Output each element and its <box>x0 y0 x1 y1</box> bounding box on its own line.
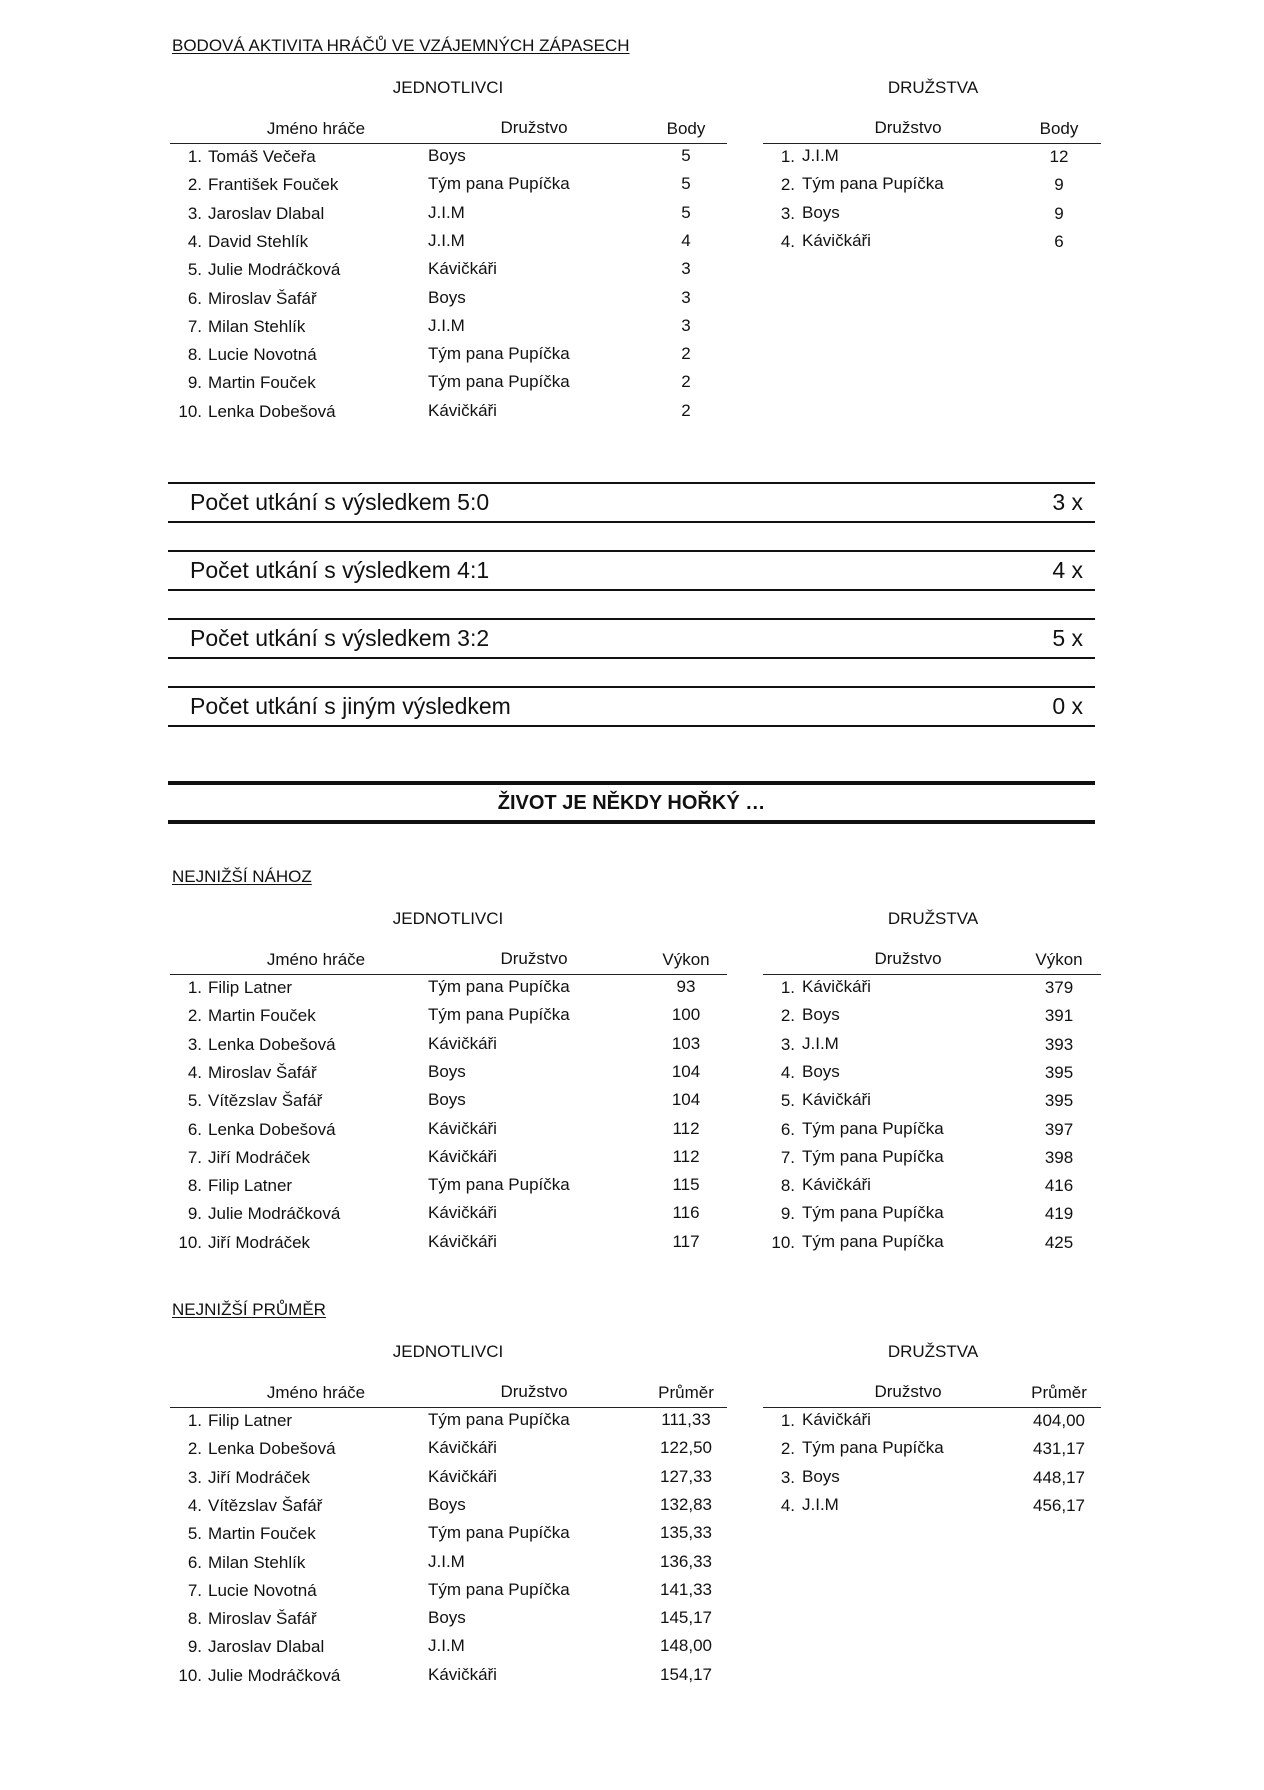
header-team: Družstvo <box>500 118 568 137</box>
team-name: J.I.M <box>428 203 465 222</box>
team-name: Kávičkáři <box>802 1090 871 1109</box>
result-count: 4 x <box>1052 557 1083 583</box>
player-name: Martin Fouček <box>208 1524 316 1543</box>
value: 4 <box>681 231 691 250</box>
value: 135,33 <box>660 1523 712 1542</box>
individuals-label: JEDNOTLIVCI <box>392 1342 504 1361</box>
player-name: Jaroslav Dlabal <box>208 204 325 223</box>
player-name: Martin Fouček <box>208 373 316 392</box>
team-name: J.I.M <box>428 1636 465 1655</box>
value: 398 <box>1044 1148 1074 1167</box>
rank: 5. <box>780 1091 795 1110</box>
team-name: Kávičkáři <box>428 1119 497 1138</box>
value: 448,17 <box>1033 1468 1085 1487</box>
team-name: Tým pana Pupíčka <box>802 174 944 193</box>
player-name: Martin Fouček <box>208 1006 316 1025</box>
team-name: Boys <box>428 146 466 165</box>
rank: 5. <box>187 260 202 279</box>
player-name: Jaroslav Dlabal <box>208 1637 325 1656</box>
rank: 4. <box>187 1496 202 1515</box>
rank: 4. <box>187 232 202 251</box>
team-name: Kávičkáři <box>428 1438 497 1457</box>
value: 148,00 <box>660 1636 712 1655</box>
team-name: J.I.M <box>428 231 465 250</box>
rank: 2. <box>780 1439 795 1458</box>
rank: 2. <box>187 175 202 194</box>
rank: 7. <box>780 1148 795 1167</box>
player-name: Filip Latner <box>208 978 293 997</box>
value: 395 <box>1044 1091 1074 1110</box>
team-name: Tým pana Pupíčka <box>428 1523 570 1542</box>
player-name: Vítězslav Šafář <box>208 1496 323 1515</box>
player-name: Julie Modráčková <box>208 260 341 279</box>
team-name: Kávičkáři <box>802 231 871 250</box>
value: 416 <box>1044 1176 1074 1195</box>
value: 112 <box>672 1147 700 1166</box>
team-name: Tým pana Pupíčka <box>428 1580 570 1599</box>
rank: 7. <box>187 317 202 336</box>
team-name: Boys <box>802 1062 840 1081</box>
team-name: J.I.M <box>802 1034 839 1053</box>
player-name: Miroslav Šafář <box>208 1609 317 1628</box>
team-name: Tým pana Pupíčka <box>428 1175 570 1194</box>
rank: 1. <box>780 1411 795 1430</box>
value: 145,17 <box>660 1608 712 1627</box>
player-name: Jiří Modráček <box>208 1148 311 1167</box>
team-name: J.I.M <box>428 1552 465 1571</box>
header-player-name: Jméno hráče <box>266 950 366 969</box>
value: 404,00 <box>1033 1411 1085 1430</box>
team-name: J.I.M <box>802 1495 839 1514</box>
player-name: Lenka Dobešová <box>208 1035 336 1054</box>
rank: 4. <box>780 1496 795 1515</box>
rank: 7. <box>187 1148 202 1167</box>
header-rule <box>170 1407 727 1408</box>
header-team: Družstvo <box>500 949 568 968</box>
team-name: Tým pana Pupíčka <box>428 174 570 193</box>
team-name: Tým pana Pupíčka <box>802 1438 944 1457</box>
rank: 9. <box>187 1637 202 1656</box>
player-name: Julie Modráčková <box>208 1666 341 1685</box>
value: 431,17 <box>1033 1439 1085 1458</box>
rank: 3. <box>187 1035 202 1054</box>
header-value: Body <box>1039 119 1079 138</box>
divider <box>168 550 1095 552</box>
rank: 9. <box>187 1204 202 1223</box>
individuals-label: JEDNOTLIVCI <box>392 78 504 97</box>
rank: 4. <box>187 1063 202 1082</box>
rank: 1. <box>780 978 795 997</box>
rank: 1. <box>187 147 202 166</box>
rank: 5. <box>187 1524 202 1543</box>
rank: 2. <box>187 1439 202 1458</box>
header-rule <box>763 1407 1101 1408</box>
player-name: Lucie Novotná <box>208 1581 317 1600</box>
section-title: NEJNIŽŠÍ PRŮMĚR <box>172 1300 326 1319</box>
header-value: Výkon <box>1035 950 1083 969</box>
value: 122,50 <box>660 1438 712 1457</box>
team-name: Tým pana Pupíčka <box>428 977 570 996</box>
player-name: František Fouček <box>208 175 339 194</box>
teams-label: DRUŽSTVA <box>887 78 979 97</box>
header-rule <box>763 143 1101 144</box>
player-name: Miroslav Šafář <box>208 1063 317 1082</box>
team-name: Kávičkáři <box>428 401 497 420</box>
rank: 10. <box>178 1233 202 1252</box>
value: 104 <box>671 1062 701 1081</box>
player-name: Filip Latner <box>208 1176 293 1195</box>
rank: 3. <box>780 204 795 223</box>
banner-title: ŽIVOT JE NĚKDY HOŘKÝ … <box>497 792 766 814</box>
rank: 10. <box>178 1666 202 1685</box>
team-name: Boys <box>802 1005 840 1024</box>
result-label: Počet utkání s výsledkem 4:1 <box>190 557 490 583</box>
rank: 3. <box>780 1468 795 1487</box>
rank: 8. <box>187 345 202 364</box>
value: 100 <box>671 1005 701 1024</box>
rank: 1. <box>187 978 202 997</box>
rank: 9. <box>780 1204 795 1223</box>
header-team: Družstvo <box>874 118 942 137</box>
header-value: Výkon <box>662 950 710 969</box>
rank: 8. <box>780 1176 795 1195</box>
header-team: Družstvo <box>874 1382 942 1401</box>
value: 456,17 <box>1033 1496 1085 1515</box>
rank: 1. <box>187 1411 202 1430</box>
value: 6 <box>1054 232 1064 251</box>
section-title: BODOVÁ AKTIVITA HRÁČŮ VE VZÁJEMNÝCH ZÁPASECH <box>172 36 630 55</box>
value: 419 <box>1044 1204 1074 1223</box>
player-name: Tomáš Večeřa <box>208 147 316 166</box>
team-name: Tým pana Pupíčka <box>802 1147 944 1166</box>
value: 395 <box>1044 1063 1074 1082</box>
team-name: Kávičkáři <box>428 1232 497 1251</box>
header-player-name: Jméno hráče <box>266 1383 366 1402</box>
result-label: Počet utkání s výsledkem 3:2 <box>190 625 490 651</box>
team-name: Kávičkáři <box>802 1410 871 1429</box>
value: 111,33 <box>661 1410 711 1429</box>
team-name: Tým pana Pupíčka <box>428 1005 570 1024</box>
team-name: Kávičkáři <box>428 259 497 278</box>
team-name: Tým pana Pupíčka <box>802 1232 944 1251</box>
header-player-name: Jméno hráče <box>266 119 366 138</box>
player-name: Lenka Dobešová <box>208 1120 336 1139</box>
header-value: Průměr <box>658 1383 714 1402</box>
team-name: Tým pana Pupíčka <box>802 1203 944 1222</box>
header-value: Body <box>666 119 706 138</box>
value: 93 <box>676 977 696 996</box>
team-name: Boys <box>428 1090 466 1109</box>
value: 379 <box>1044 978 1074 997</box>
rank: 2. <box>780 175 795 194</box>
banner-top-rule <box>168 781 1095 785</box>
team-name: J.I.M <box>802 146 839 165</box>
rank: 8. <box>187 1176 202 1195</box>
player-name: Lucie Novotná <box>208 345 317 364</box>
team-name: Kávičkáři <box>428 1203 497 1222</box>
player-name: David Stehlík <box>208 232 309 251</box>
result-count: 0 x <box>1052 693 1083 719</box>
value: 141,33 <box>660 1580 712 1599</box>
rank: 6. <box>187 1120 202 1139</box>
header-rule <box>170 143 727 144</box>
rank: 7. <box>187 1581 202 1600</box>
rank: 2. <box>187 1006 202 1025</box>
teams-label: DRUŽSTVA <box>887 1342 979 1361</box>
team-name: Boys <box>428 288 466 307</box>
value: 115 <box>672 1175 700 1194</box>
header-team: Družstvo <box>874 949 942 968</box>
value: 154,17 <box>660 1665 712 1684</box>
value: 9 <box>1054 175 1064 194</box>
value: 2 <box>681 344 691 363</box>
value: 397 <box>1044 1120 1074 1139</box>
team-name: Kávičkáři <box>428 1467 497 1486</box>
header-team: Družstvo <box>500 1382 568 1401</box>
team-name: Kávičkáři <box>802 977 871 996</box>
value: 112 <box>672 1119 700 1138</box>
rank: 10. <box>178 402 202 421</box>
rank: 6. <box>187 289 202 308</box>
team-name: Tým pana Pupíčka <box>802 1119 944 1138</box>
value: 425 <box>1044 1233 1074 1252</box>
rank: 8. <box>187 1609 202 1628</box>
player-name: Julie Modráčková <box>208 1204 341 1223</box>
player-name: Vítězslav Šafář <box>208 1091 323 1110</box>
team-name: Boys <box>802 203 840 222</box>
value: 132,83 <box>660 1495 712 1514</box>
team-name: Boys <box>802 1467 840 1486</box>
rank: 10. <box>771 1233 795 1252</box>
individuals-label: JEDNOTLIVCI <box>392 909 504 928</box>
header-rule <box>170 974 727 975</box>
team-name: Boys <box>428 1608 466 1627</box>
team-name: Tým pana Pupíčka <box>428 1410 570 1429</box>
rank: 2. <box>780 1006 795 1025</box>
team-name: Tým pana Pupíčka <box>428 344 570 363</box>
result-count: 3 x <box>1052 489 1083 515</box>
team-name: Kávičkáři <box>802 1175 871 1194</box>
rank: 3. <box>780 1035 795 1054</box>
divider <box>168 618 1095 620</box>
team-name: Kávičkáři <box>428 1665 497 1684</box>
value: 5 <box>681 203 691 222</box>
player-name: Miroslav Šafář <box>208 289 317 308</box>
team-name: Kávičkáři <box>428 1147 497 1166</box>
value: 5 <box>681 146 691 165</box>
divider <box>168 725 1095 727</box>
banner-bottom-rule <box>168 820 1095 824</box>
value: 391 <box>1044 1006 1074 1025</box>
value: 136,33 <box>660 1552 712 1571</box>
player-name: Jiří Modráček <box>208 1233 311 1252</box>
value: 5 <box>681 174 691 193</box>
value: 103 <box>671 1034 701 1053</box>
player-name: Filip Latner <box>208 1411 293 1430</box>
team-name: J.I.M <box>428 316 465 335</box>
team-name: Tým pana Pupíčka <box>428 372 570 391</box>
value: 2 <box>681 401 691 420</box>
teams-label: DRUŽSTVA <box>887 909 979 928</box>
rank: 6. <box>780 1120 795 1139</box>
value: 9 <box>1054 204 1064 223</box>
player-name: Jiří Modráček <box>208 1468 311 1487</box>
value: 104 <box>671 1090 701 1109</box>
rank: 3. <box>187 204 202 223</box>
section-title: NEJNIŽŠÍ NÁHOZ <box>172 867 312 886</box>
rank: 9. <box>187 373 202 392</box>
divider <box>168 521 1095 523</box>
rank: 3. <box>187 1468 202 1487</box>
rank: 6. <box>187 1553 202 1572</box>
result-label: Počet utkání s jiným výsledkem <box>190 693 511 719</box>
result-count: 5 x <box>1052 625 1083 651</box>
divider <box>168 657 1095 659</box>
rank: 4. <box>780 1063 795 1082</box>
value: 127,33 <box>660 1467 712 1486</box>
value: 393 <box>1044 1035 1074 1054</box>
rank: 4. <box>780 232 795 251</box>
value: 3 <box>681 316 691 335</box>
player-name: Milan Stehlík <box>208 1553 306 1572</box>
value: 3 <box>681 288 691 307</box>
value: 117 <box>672 1232 700 1251</box>
divider <box>168 482 1095 484</box>
value: 2 <box>681 372 691 391</box>
value: 3 <box>681 259 691 278</box>
rank: 1. <box>780 147 795 166</box>
header-rule <box>763 974 1101 975</box>
value: 116 <box>672 1203 700 1222</box>
header-value: Průměr <box>1031 1383 1087 1402</box>
player-name: Lenka Dobešová <box>208 402 336 421</box>
result-label: Počet utkání s výsledkem 5:0 <box>190 489 490 515</box>
value: 12 <box>1049 147 1069 166</box>
rank: 5. <box>187 1091 202 1110</box>
player-name: Lenka Dobešová <box>208 1439 336 1458</box>
team-name: Boys <box>428 1062 466 1081</box>
divider <box>168 686 1095 688</box>
player-name: Milan Stehlík <box>208 317 306 336</box>
divider <box>168 589 1095 591</box>
team-name: Boys <box>428 1495 466 1514</box>
team-name: Kávičkáři <box>428 1034 497 1053</box>
